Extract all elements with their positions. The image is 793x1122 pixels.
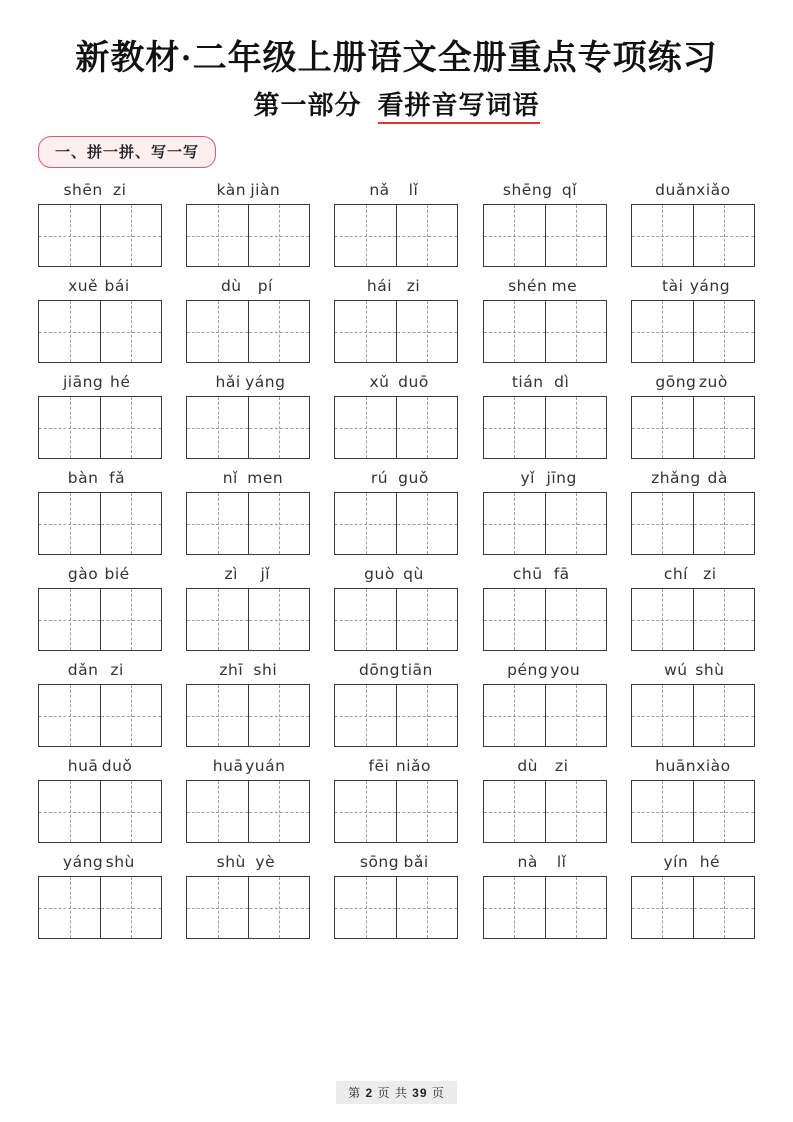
pinyin-label	[659, 852, 727, 872]
writing-grid[interactable]	[38, 300, 162, 363]
writing-cell[interactable]	[632, 301, 693, 362]
pinyin-syllable: yáng	[689, 277, 731, 295]
writing-cell[interactable]	[187, 397, 248, 458]
exercise-item	[330, 180, 462, 267]
writing-grid[interactable]	[483, 876, 607, 939]
exercise-item	[330, 756, 462, 843]
writing-cell[interactable]	[39, 877, 100, 938]
writing-grid[interactable]	[483, 588, 607, 651]
footer-current-page: 2	[365, 1086, 374, 1100]
pinyin-label	[66, 468, 134, 488]
writing-cell[interactable]	[545, 781, 606, 842]
writing-cell[interactable]	[335, 877, 396, 938]
subtitle-part: 第一部分	[253, 91, 362, 120]
pinyin-label	[655, 372, 730, 392]
pinyin-syllable: huā	[67, 757, 99, 775]
pinyin-label	[359, 660, 434, 680]
pinyin-label	[214, 180, 282, 200]
exercise-item	[182, 660, 314, 747]
writing-cell[interactable]	[248, 685, 309, 746]
pinyin-syllable: zi	[110, 661, 124, 679]
writing-grid[interactable]	[334, 492, 458, 555]
exercise-item	[479, 276, 611, 363]
writing-cell[interactable]	[396, 301, 457, 362]
writing-grid[interactable]	[38, 588, 162, 651]
section-tag: 一、拼一拼、写一写	[38, 136, 216, 168]
footer-prefix: 第	[348, 1086, 362, 1100]
writing-cell[interactable]	[693, 205, 754, 266]
writing-grid[interactable]	[186, 204, 310, 267]
pinyin-syllable: jiāng	[62, 373, 104, 391]
writing-cell[interactable]	[632, 589, 693, 650]
pinyin-syllable: hǎi	[215, 373, 241, 391]
pinyin-syllable: xiào	[696, 757, 731, 775]
pinyin-syllable: zhī	[219, 661, 244, 679]
pinyin-label	[66, 756, 134, 776]
writing-cell[interactable]	[187, 781, 248, 842]
pinyin-syllable: fēi	[368, 757, 390, 775]
writing-grid[interactable]	[631, 684, 755, 747]
pinyin-syllable: guǒ	[398, 469, 429, 487]
writing-cell[interactable]	[693, 877, 754, 938]
pinyin-syllable: shi	[253, 661, 278, 679]
writing-grid[interactable]	[631, 780, 755, 843]
pinyin-label	[362, 564, 430, 584]
writing-cell[interactable]	[396, 781, 457, 842]
writing-cell[interactable]	[187, 685, 248, 746]
pinyin-syllable: lǐ	[408, 181, 419, 199]
writing-grid[interactable]	[186, 300, 310, 363]
pinyin-syllable: bié	[104, 565, 130, 583]
writing-cell[interactable]	[39, 781, 100, 842]
writing-grid[interactable]	[38, 396, 162, 459]
writing-grid[interactable]	[186, 876, 310, 939]
pinyin-syllable: hé	[699, 853, 721, 871]
pinyin-label	[362, 468, 430, 488]
writing-grid[interactable]	[483, 204, 607, 267]
pinyin-label	[214, 564, 282, 584]
writing-cell[interactable]	[335, 205, 396, 266]
writing-cell[interactable]	[248, 301, 309, 362]
pinyin-label	[656, 276, 730, 296]
writing-cell[interactable]	[335, 493, 396, 554]
writing-cell[interactable]	[39, 493, 100, 554]
writing-grid[interactable]	[186, 780, 310, 843]
pinyin-label	[511, 564, 579, 584]
exercise-item	[479, 852, 611, 939]
pinyin-label	[362, 372, 430, 392]
exercise-item	[34, 468, 166, 555]
pinyin-syllable: nǎ	[369, 181, 390, 199]
pinyin-label	[511, 372, 579, 392]
writing-cell[interactable]	[39, 685, 100, 746]
pinyin-syllable: dù	[220, 277, 242, 295]
writing-grid[interactable]	[631, 396, 755, 459]
exercise-item	[627, 372, 759, 459]
writing-cell[interactable]	[100, 877, 161, 938]
writing-cell[interactable]	[248, 493, 309, 554]
exercise-grid	[26, 180, 767, 939]
writing-cell[interactable]	[693, 301, 754, 362]
writing-grid[interactable]	[483, 396, 607, 459]
exercise-item	[182, 756, 314, 843]
pinyin-syllable: shén	[508, 277, 548, 295]
pinyin-syllable: zi	[112, 181, 127, 199]
writing-grid[interactable]	[334, 780, 458, 843]
pinyin-syllable: zuò	[698, 373, 728, 391]
writing-grid[interactable]	[334, 300, 458, 363]
pinyin-label	[511, 852, 579, 872]
writing-cell[interactable]	[335, 397, 396, 458]
pinyin-syllable: yǐ	[520, 469, 535, 487]
writing-grid[interactable]	[186, 492, 310, 555]
writing-grid[interactable]	[334, 204, 458, 267]
writing-cell[interactable]	[100, 205, 161, 266]
pinyin-syllable: yuán	[245, 757, 286, 775]
pinyin-syllable: duǒ	[101, 757, 133, 775]
writing-cell[interactable]	[693, 685, 754, 746]
writing-cell[interactable]	[484, 397, 545, 458]
writing-cell[interactable]	[632, 493, 693, 554]
exercise-item	[627, 468, 759, 555]
writing-cell[interactable]	[484, 301, 545, 362]
pinyin-label	[659, 564, 727, 584]
writing-grid[interactable]	[631, 876, 755, 939]
exercise-item	[330, 276, 462, 363]
pinyin-label	[655, 756, 730, 776]
pinyin-label	[362, 276, 430, 296]
writing-cell[interactable]	[248, 397, 309, 458]
writing-cell[interactable]	[484, 781, 545, 842]
writing-cell[interactable]	[100, 685, 161, 746]
writing-cell[interactable]	[100, 397, 161, 458]
exercise-item	[182, 468, 314, 555]
pinyin-label	[362, 756, 431, 776]
exercise-item	[34, 660, 166, 747]
pinyin-syllable: xuě	[68, 277, 99, 295]
exercise-item	[182, 276, 314, 363]
pinyin-label	[63, 180, 136, 200]
pinyin-syllable: pí	[257, 277, 273, 295]
exercise-item	[479, 756, 611, 843]
pinyin-label	[213, 468, 283, 488]
writing-cell[interactable]	[484, 877, 545, 938]
pinyin-label	[659, 660, 727, 680]
pinyin-label	[511, 756, 579, 776]
writing-cell[interactable]	[396, 685, 457, 746]
writing-grid[interactable]	[631, 588, 755, 651]
pinyin-syllable: dōng	[358, 661, 400, 679]
writing-cell[interactable]	[396, 205, 457, 266]
writing-cell[interactable]	[335, 685, 396, 746]
pinyin-syllable: shù	[105, 853, 135, 871]
writing-grid[interactable]	[38, 492, 162, 555]
pinyin-syllable: péng	[507, 661, 549, 679]
pinyin-label	[655, 180, 730, 200]
writing-grid[interactable]	[38, 684, 162, 747]
pinyin-syllable: gào	[67, 565, 99, 583]
pinyin-syllable: you	[550, 661, 581, 679]
pinyin-syllable: shēng	[502, 181, 553, 199]
writing-cell[interactable]	[100, 493, 161, 554]
writing-grid[interactable]	[334, 588, 458, 651]
writing-cell[interactable]	[39, 589, 100, 650]
writing-cell[interactable]	[248, 205, 309, 266]
pinyin-syllable: nà	[517, 853, 538, 871]
exercise-item	[34, 372, 166, 459]
subtitle	[253, 85, 539, 122]
exercise-item	[330, 372, 462, 459]
pinyin-syllable: xǔ	[369, 373, 390, 391]
writing-grid[interactable]	[186, 396, 310, 459]
pinyin-syllable: bái	[104, 277, 130, 295]
page-footer	[0, 1081, 793, 1104]
exercise-item	[627, 756, 759, 843]
pinyin-label	[503, 180, 587, 200]
writing-cell[interactable]	[632, 205, 693, 266]
pinyin-syllable: me	[551, 277, 578, 295]
pinyin-syllable: zi	[554, 757, 569, 775]
writing-cell[interactable]	[693, 493, 754, 554]
writing-grid[interactable]	[334, 876, 458, 939]
writing-cell[interactable]	[545, 397, 606, 458]
writing-cell[interactable]	[100, 589, 161, 650]
writing-grid[interactable]	[483, 492, 607, 555]
writing-cell[interactable]	[693, 397, 754, 458]
writing-grid[interactable]	[483, 300, 607, 363]
pinyin-label	[66, 564, 134, 584]
exercise-item	[479, 372, 611, 459]
pinyin-syllable: nǐ	[222, 469, 238, 487]
pinyin-syllable: yáng	[62, 853, 104, 871]
writing-cell[interactable]	[545, 877, 606, 938]
writing-cell[interactable]	[39, 205, 100, 266]
writing-cell[interactable]	[484, 589, 545, 650]
pinyin-syllable: zì	[224, 565, 238, 583]
writing-cell[interactable]	[335, 301, 396, 362]
writing-cell[interactable]	[545, 589, 606, 650]
pinyin-syllable: jīng	[546, 469, 577, 487]
writing-cell[interactable]	[335, 781, 396, 842]
exercise-item	[330, 468, 462, 555]
writing-cell[interactable]	[396, 493, 457, 554]
writing-cell[interactable]	[693, 589, 754, 650]
subtitle-topic: 看拼音写词语	[378, 91, 540, 124]
writing-cell[interactable]	[39, 397, 100, 458]
pinyin-label	[66, 276, 134, 296]
pinyin-syllable: lǐ	[556, 853, 567, 871]
pinyin-label	[63, 852, 137, 872]
writing-cell[interactable]	[545, 301, 606, 362]
pinyin-syllable: dà	[707, 469, 728, 487]
pinyin-syllable: qǐ	[561, 181, 578, 199]
pinyin-label	[66, 660, 134, 680]
pinyin-syllable: xiǎo	[696, 181, 731, 199]
exercise-item	[330, 852, 462, 939]
writing-grid[interactable]	[334, 396, 458, 459]
pinyin-syllable: rú	[370, 469, 389, 487]
exercise-item	[627, 852, 759, 939]
pinyin-syllable: zhǎng	[651, 469, 701, 487]
pinyin-syllable: tài	[662, 277, 684, 295]
pinyin-syllable: duǎn	[655, 181, 697, 199]
page-title: 新教材·二年级上册语文全册重点专项练习	[75, 40, 718, 77]
writing-grid[interactable]	[38, 204, 162, 267]
writing-cell[interactable]	[335, 589, 396, 650]
exercise-item	[182, 852, 314, 939]
pinyin-label	[362, 180, 430, 200]
writing-grid[interactable]	[631, 300, 755, 363]
exercise-item	[479, 180, 611, 267]
writing-cell[interactable]	[187, 877, 248, 938]
writing-cell[interactable]	[484, 685, 545, 746]
writing-cell[interactable]	[248, 877, 309, 938]
pinyin-label	[507, 660, 582, 680]
pinyin-syllable: yín	[663, 853, 689, 871]
pinyin-syllable: chū	[512, 565, 543, 583]
writing-cell[interactable]	[396, 589, 457, 650]
exercise-item	[34, 756, 166, 843]
writing-cell[interactable]	[693, 781, 754, 842]
writing-grid[interactable]	[186, 588, 310, 651]
page-number	[336, 1081, 457, 1104]
pinyin-syllable: tián	[511, 373, 544, 391]
pinyin-syllable: huān	[655, 757, 697, 775]
writing-cell[interactable]	[187, 301, 248, 362]
subtitle-row	[26, 85, 767, 122]
writing-cell[interactable]	[396, 877, 457, 938]
exercise-item	[182, 564, 314, 651]
pinyin-label	[63, 372, 137, 392]
pinyin-syllable: niǎo	[395, 757, 432, 775]
exercise-item	[182, 372, 314, 459]
writing-cell[interactable]	[545, 493, 606, 554]
pinyin-syllable: tiān	[401, 661, 433, 679]
exercise-item	[34, 852, 166, 939]
pinyin-syllable: duō	[398, 373, 429, 391]
pinyin-syllable: yè	[255, 853, 276, 871]
pinyin-syllable: chí	[663, 565, 688, 583]
writing-grid[interactable]	[483, 684, 607, 747]
pinyin-syllable: sōng	[359, 853, 400, 871]
exercise-item	[330, 660, 462, 747]
pinyin-syllable: zi	[406, 277, 421, 295]
pinyin-syllable: zi	[703, 565, 717, 583]
exercise-item	[479, 660, 611, 747]
pinyin-syllable: men	[247, 469, 284, 487]
exercise-item	[479, 468, 611, 555]
pinyin-syllable: gōng	[655, 373, 697, 391]
pinyin-syllable: huā	[212, 757, 244, 775]
writing-cell[interactable]	[100, 301, 161, 362]
pinyin-syllable: bàn	[67, 469, 99, 487]
writing-cell[interactable]	[632, 781, 693, 842]
exercise-item	[34, 180, 166, 267]
writing-cell[interactable]	[187, 589, 248, 650]
exercise-item	[34, 276, 166, 363]
writing-cell[interactable]	[545, 685, 606, 746]
writing-cell[interactable]	[248, 781, 309, 842]
exercise-item	[627, 276, 759, 363]
pinyin-syllable: hé	[110, 373, 131, 391]
pinyin-label	[214, 276, 282, 296]
pinyin-syllable: wú	[664, 661, 688, 679]
exercise-item	[34, 564, 166, 651]
pinyin-label	[360, 852, 433, 872]
pinyin-syllable: fǎ	[109, 469, 126, 487]
pinyin-syllable: hái	[366, 277, 393, 295]
writing-cell[interactable]	[632, 397, 693, 458]
pinyin-label	[214, 852, 282, 872]
pinyin-label	[214, 660, 282, 680]
exercise-item	[330, 564, 462, 651]
writing-cell[interactable]	[100, 781, 161, 842]
writing-cell[interactable]	[39, 301, 100, 362]
pinyin-syllable: dì	[554, 373, 570, 391]
writing-grid[interactable]	[483, 780, 607, 843]
writing-grid[interactable]	[186, 684, 310, 747]
footer-total-pages: 39	[412, 1086, 428, 1100]
writing-cell[interactable]	[632, 685, 693, 746]
writing-grid[interactable]	[334, 684, 458, 747]
exercise-item	[479, 564, 611, 651]
writing-cell[interactable]	[187, 205, 248, 266]
writing-grid[interactable]	[38, 876, 162, 939]
exercise-item	[627, 564, 759, 651]
pinyin-syllable: dǎn	[67, 661, 99, 679]
writing-cell[interactable]	[484, 205, 545, 266]
pinyin-label	[508, 276, 581, 296]
pinyin-syllable: kàn	[216, 181, 247, 199]
pinyin-label	[651, 468, 735, 488]
exercise-item	[627, 660, 759, 747]
writing-grid[interactable]	[631, 204, 755, 267]
pinyin-syllable: jiàn	[250, 181, 281, 199]
pinyin-syllable: qù	[403, 565, 424, 583]
writing-grid[interactable]	[631, 492, 755, 555]
pinyin-syllable: shēn	[63, 181, 103, 199]
pinyin-label	[211, 756, 285, 776]
pinyin-label	[211, 372, 285, 392]
writing-cell[interactable]	[545, 205, 606, 266]
pinyin-syllable: jǐ	[260, 565, 271, 583]
writing-cell[interactable]	[248, 589, 309, 650]
writing-cell[interactable]	[632, 877, 693, 938]
writing-cell[interactable]	[187, 493, 248, 554]
pinyin-syllable: dù	[517, 757, 539, 775]
writing-cell[interactable]	[396, 397, 457, 458]
pinyin-syllable: shù	[216, 853, 246, 871]
writing-cell[interactable]	[484, 493, 545, 554]
exercise-item	[182, 180, 314, 267]
pinyin-syllable: yáng	[245, 373, 286, 391]
pinyin-syllable: fā	[553, 565, 570, 583]
footer-middle: 页 共	[377, 1086, 408, 1100]
pinyin-label	[511, 468, 579, 488]
pinyin-syllable: shù	[695, 661, 725, 679]
pinyin-syllable: bǎi	[403, 853, 429, 871]
exercise-item	[627, 180, 759, 267]
pinyin-syllable: guò	[364, 565, 395, 583]
writing-grid[interactable]	[38, 780, 162, 843]
footer-suffix: 页	[431, 1086, 445, 1100]
